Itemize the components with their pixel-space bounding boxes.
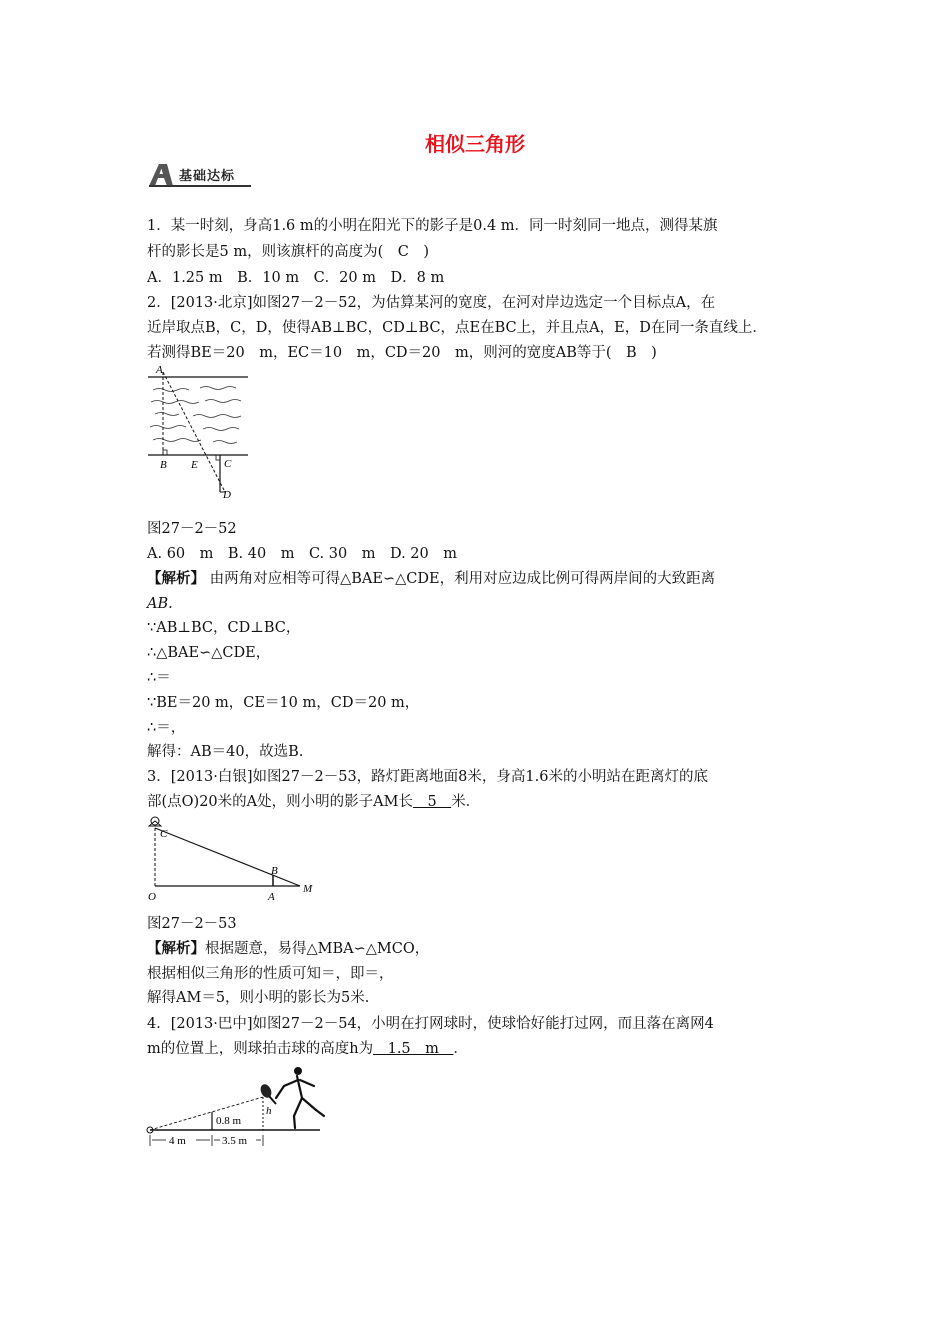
- q3-analysis: [147, 937, 429, 961]
- q4-line2: [147, 1037, 468, 1061]
- section-badge-label: 基础达标: [179, 169, 236, 184]
- q3-figure-caption: 图27－2－53: [147, 916, 237, 932]
- q2-step4: ∵BE＝20 m，CE＝10 m，CD＝20 m，: [147, 695, 420, 711]
- q3-analysis-text: 根据题意，易得△MBA∽△MCO，: [205, 941, 430, 957]
- q2-line3: 若测得BE＝20 m，EC＝10 m，CD＝20 m，则河的宽度AB等于( B ): [147, 345, 657, 361]
- fig53-label-b: B: [271, 865, 278, 877]
- q2-analysis-text: 由两角对应相等可得△BAE∽△CDE，利用对应边成比例可得两岸间的大致距离: [205, 571, 716, 587]
- q3-line2: [147, 790, 480, 814]
- q4-line2-pre: m的位置上，则球拍击球的高度h为: [147, 1041, 374, 1057]
- q3-step1: 根据相似三角形的性质可知＝，即＝，: [147, 966, 394, 982]
- q2-figure-caption: 图27－2－52: [147, 521, 237, 537]
- fig52-label-c: C: [224, 458, 232, 470]
- q4-line2-post: ．: [453, 1041, 468, 1057]
- fig53-label-c: C: [160, 828, 168, 840]
- fig52-label-d: D: [223, 489, 231, 501]
- q2-analysis-cont: AB.: [147, 596, 173, 612]
- fig53-label-m: M: [303, 883, 313, 895]
- q2-step3: ∴＝: [147, 670, 171, 686]
- q2-step6: 解得：AB＝40，故选B.: [147, 744, 304, 760]
- q3-analysis-tag: 【解析】: [147, 940, 205, 957]
- q2-options: A. 60 m B. 40 m C. 30 m D. 20 m: [147, 546, 457, 562]
- q2-analysis: [147, 567, 715, 591]
- figure-27-2-53: [145, 812, 325, 906]
- q1-line1: 1．某一时刻，身高1.6 m的小明在阳光下的影子是0.4 m．同一时刻同一地点，测得某旗: [147, 218, 718, 234]
- figure-27-2-54: [142, 1060, 342, 1152]
- fig52-label-b: B: [160, 459, 167, 471]
- tennis-player-icon: [276, 1067, 324, 1128]
- q4-line1: 4．[2013·巴中]如图27－2－54，小明在打网球时，使球恰好能打过网，而且落在离网4: [147, 1016, 714, 1032]
- q4-answer-blank: 1.5 m: [373, 1041, 454, 1057]
- fig52-label-e: E: [191, 459, 198, 471]
- q2-step2: ∴△BAE∽△CDE，: [147, 645, 271, 661]
- q3-step2: 解得AM＝5，则小明的影长为5米.: [147, 990, 370, 1006]
- q2-step5: ∴＝，: [147, 720, 186, 736]
- q2-line2: 近岸取点B，C，D，使得AB⊥BC，CD⊥BC，点E在BC上，并且点A，E，D在同一条直线上．: [147, 320, 767, 336]
- fig54-net-label: 0.8 m: [216, 1115, 242, 1127]
- fig54-h-label: h: [266, 1105, 272, 1117]
- section-badge: [147, 162, 257, 192]
- q2-line1: 2．[2013·北京]如图27－2－52，为估算某河的宽度，在河对岸边选定一个目标点A，在: [147, 295, 716, 311]
- q1-line2: 杆的影长是5 m，则该旗杆的高度为( C ): [147, 244, 429, 260]
- q3-line2-pre: 部(点O)20米的A处，则小明的影子AM长: [147, 794, 413, 810]
- fig53-label-o: O: [148, 891, 156, 903]
- q2-step1: ∵AB⊥BC，CD⊥BC，: [147, 620, 301, 636]
- q3-line2-post: 米．: [451, 794, 481, 810]
- q2-analysis-tag: 【解析】: [147, 570, 205, 587]
- fig53-label-a: A: [268, 891, 275, 903]
- page-title: 相似三角形: [425, 132, 525, 156]
- figure-27-2-52: [145, 364, 255, 502]
- fig54-dist2-label: 3.5 m: [222, 1135, 248, 1147]
- q1-options: A．1.25 m B．10 m C．20 m D．8 m: [147, 270, 445, 286]
- fig52-label-a: A: [156, 364, 163, 376]
- q3-line1: 3．[2013·白银]如图27－2－53，路灯距离地面8米，身高1.6米的小明站在距离灯的底: [147, 769, 708, 785]
- q3-answer-blank: 5: [412, 794, 452, 810]
- fig54-dist1-label: 4 m: [169, 1135, 186, 1147]
